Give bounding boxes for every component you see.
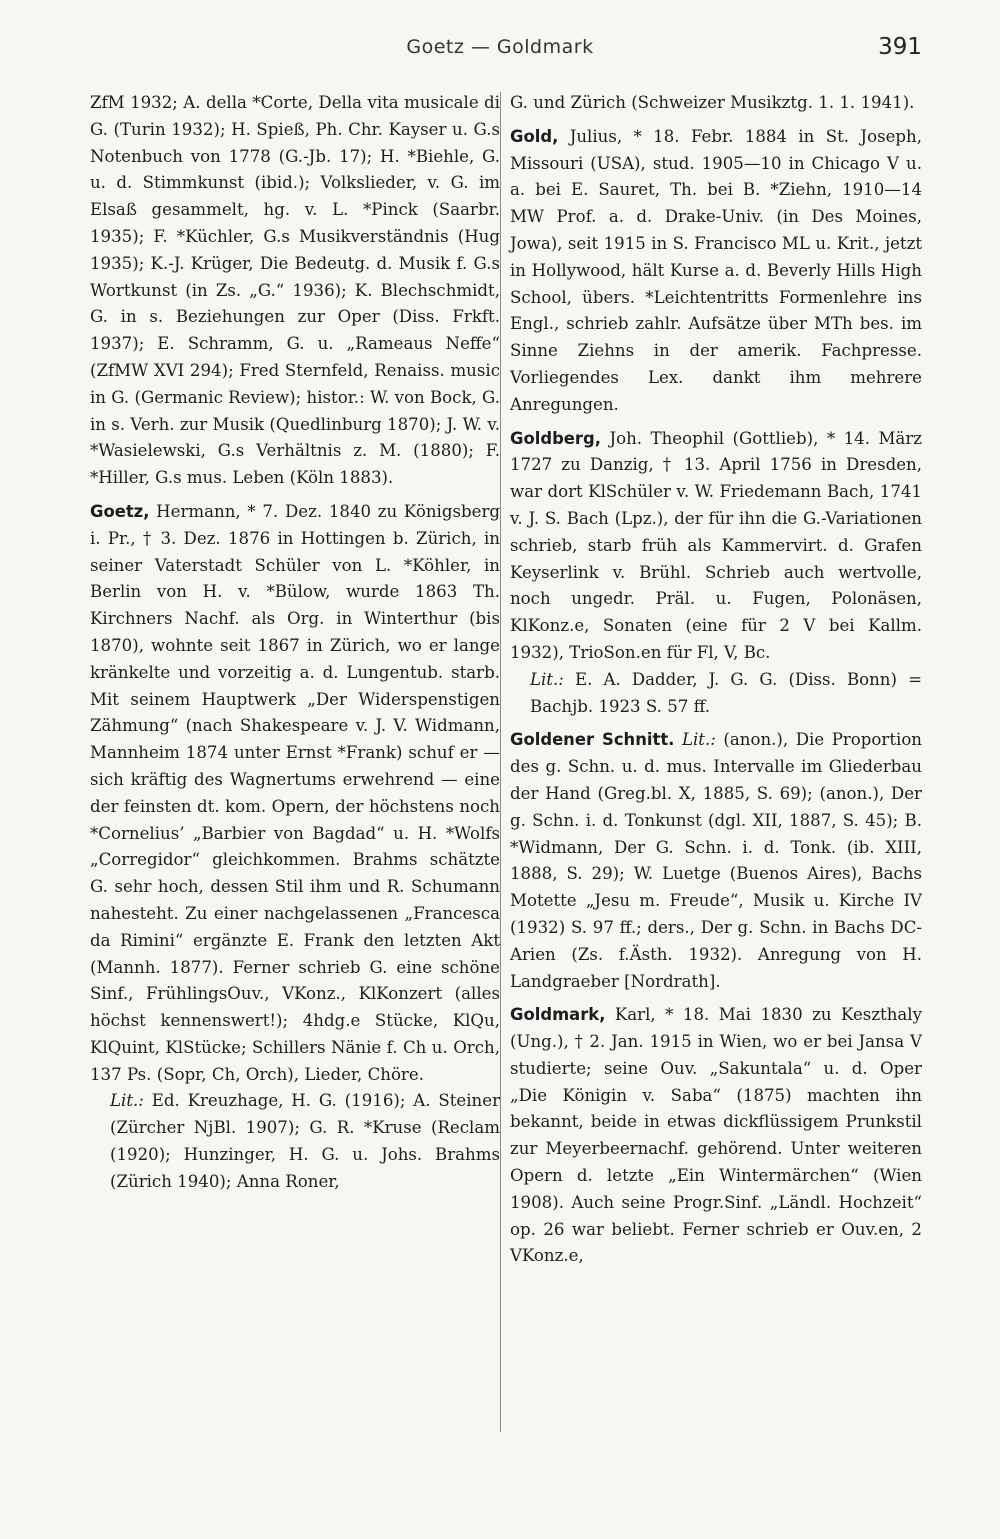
entry-gold	[510, 124, 922, 419]
headword: Goldberg,	[510, 428, 601, 448]
headword: Goetz,	[90, 501, 150, 521]
lit-label: Lit.:	[110, 1091, 144, 1111]
right-column	[510, 90, 922, 1270]
headword: Goldmark,	[510, 1005, 606, 1025]
continuation-text: ZfM 1932; A. della *Corte, Della vita musicale di G. (Turin 1932); H. Spieß, Ph. Chr. Kayser u. G.s Notenbuch von 1778 (G.-Jb. 17); H. *Biehle, G. u. d. Stimmkunst (ibid.); Volkslieder, v. G. im Elsaß gesammelt, hg. v. L. *Pinck (Saarbr. 1935); F. *Küchler, G.s Musikverständnis (Hug 1935); K.-J. Krüger, Die Bedeutg. d. Musik f. G.s Wortkunst (in Zs. „G.“ 1936); K. Blechschmidt, G. in s. Beziehungen zur Oper (Diss. Frkft. 1937); E. Schramm, G. u. „Rameaus Neffe“ (ZfMW XVI 294); Fred Sternfeld, Renaiss. music in G. (Germanic Review); histor.: W. von Bock, G. in s. Verh. zur Musik (Quedlinburg 1870); J. W. v. *Wasielewski, G.s Verhältnis z. M. (1880); F. *Hiller, G.s mus. Leben (Köln 1883).	[90, 93, 500, 488]
entry-text: Julius, * 18. Febr. 1884 in St. Joseph, Missouri (USA), stud. 1905—10 in Chicago V u. a. bei E. Sauret, Th. bei B. *Ziehn, 1910—14 MW Prof. a. d. Drake-Univ. (in Des Moines, Jowa), seit 1915 in S. Francisco ML u. Krit., jetzt in Hollywood, hält Kurse a. d. Beverly Hills High School, übers. *Leichtentritts Formenlehre ins Engl., schrieb zahlr. Aufsätze über MTh bes. im Sinne Ziehns in der amerik. Fachpresse. Vorliegendes Lex. dankt ihm mehrere Anregungen.	[510, 126, 922, 414]
continuation-text: G. und Zürich (Schweizer Musikztg. 1. 1. 1941).	[510, 93, 915, 112]
literature-goldberg	[510, 667, 922, 721]
entry-text: Karl, * 18. Mai 1830 zu Keszthaly (Ung.), † 2. Jan. 1915 in Wien, wo er bei Jansa V studierte; seine Ouv. „Sakuntala“ u. d. Oper „Die Königin v. Saba“ (1875) machten ihn bekannt, beide in etwas dickflüssigem Prunkstil zur Meyerbeernachf. gehörend. Unter weiteren Opern d. letzte „Ein Wintermärchen“ (Wien 1908). Auch seine Progr.Sinf. „Ländl. Hochzeit“ op. 26 war beliebt. Ferner schrieb er Ouv.en, 2 VKonz.e,	[510, 1005, 922, 1266]
entry-goldberg	[510, 426, 922, 667]
headword: Goldener Schnitt.	[510, 730, 675, 750]
entry-text: Joh. Theophil (Gottlieb), * 14. März 1727 zu Danzig, † 13. April 1756 in Dresden, war dort KlSchüler v. W. Friedemann Bach, 1741 v. J. S. Bach (Lpz.), der für ihn die G.-Variationen schrieb, starb früh als Kammervirt. d. Grafen Keyserlink v. Brühl. Schrieb auch wertvolle, noch ungedr. Präl. u. Fugen, Polonäsen, KlKonz.e, Sonaten (eine für 2 V bei Kallm. 1932), TrioSon.en für Fl, V, Bc.	[510, 428, 923, 662]
left-column	[90, 90, 500, 1196]
entry-text: Hermann, * 7. Dez. 1840 zu Königsberg i. Pr., † 3. Dez. 1876 in Hottingen b. Zürich, in seiner Vaterstadt Schüler von L. *Köhler, in Berlin von H. v. *Bülow, wurde 1863 Th. Kirchners Nachf. als Org. in Winterthur (bis 1870), wohnte seit 1867 in Zürich, wo er lange kränkelte und vorzeitig a. d. Lungentub. starb. Mit seinem Hauptwerk „Der Widerspenstigen Zähmung“ (nach Shakespeare v. J. V. Widmann, Mannheim 1874 unter Ernst *Frank) schuf er — sich kräftig des Wagnertums erwehrend — eine der feinsten dt. kom. Opern, der höchstens noch *Cornelius’ „Barbier von Bagdad“ u. H. *Wolfs „Corregidor“ gleichkommen. Brahms schätzte G. sehr hoch, dessen Stil ihm und R. Schumann nahesteht. Zu einer nachgelassenen „Francesca da Rimini“ ergänzte E. Frank den letzten Akt (Mannh. 1877). Ferner schrieb G. eine schöne Sinf., FrühlingsOuv., VKonz., KlKonzert (alles höchst kennenswert!); 4hdg.e Stücke, KlQu, KlQuint, KlStücke; Schillers Nänie f. Ch u. Orch, 137 Ps. (Sopr, Ch, Orch), Lieder, Chöre.	[90, 501, 500, 1084]
column-divider	[500, 92, 501, 1432]
lit-text: E. A. Dadder, J. G. G. (Diss. Bonn) = Bachjb. 1923 S. 57 ff.	[530, 669, 922, 716]
entry-goldener-schnitt	[510, 727, 922, 995]
lit-label: Lit.:	[681, 730, 716, 750]
page-number: 391	[878, 34, 922, 60]
entry-goetz	[90, 499, 500, 1089]
headword: Gold,	[510, 126, 559, 146]
lit-label: Lit.:	[530, 669, 564, 689]
lit-text: Ed. Kreuzhage, H. G. (1916); A. Steiner (Zürcher NjBl. 1907); G. R. *Kruse (Reclam (1920); Hunzinger, H. G. u. Johs. Brahms (Zürich 1940); Anna Roner,	[110, 1091, 500, 1191]
entry-text: (anon.), Die Proportion des g. Schn. u. d. mus. Intervalle im Gliederbau der Hand (Greg.bl. X, 1885, S. 69); (anon.), Der g. Schn. i. d. Tonkunst (dgl. XII, 1887, S. 45); B. *Widmann, Der G. Schn. i. d. Tonk. (ib. XIII, 1888, S. 29); W. Luetge (Buenos Aires), Bachs Motette „Jesu m. Freude“, Musik u. Kirche IV (1932) S. 97 ff.; ders., Der g. Schn. in Bachs DC-Arien (Zs. f.Ästh. 1932). Anregung von H. Landgraeber [Nordrath].	[510, 730, 922, 991]
running-header: Goetz — Goldmark	[406, 36, 594, 58]
literature-goetz	[90, 1088, 500, 1195]
entry-goldmark	[510, 1002, 922, 1270]
